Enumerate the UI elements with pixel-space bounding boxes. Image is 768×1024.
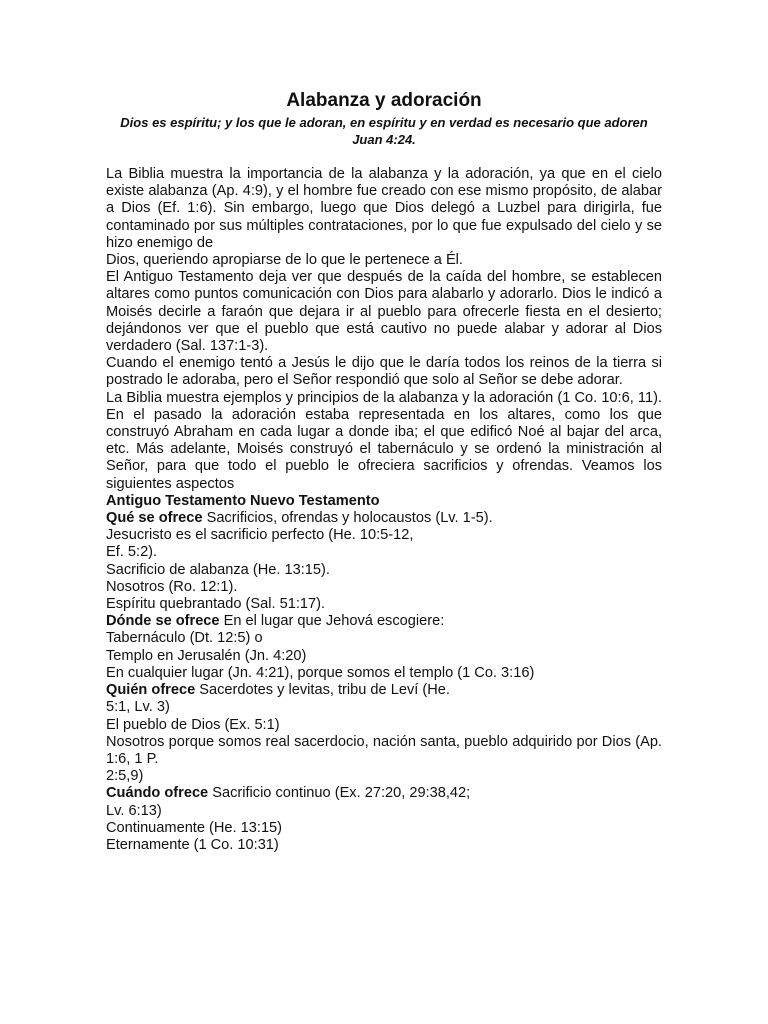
document-subtitle: Dios es espíritu; y los que le adoran, en espíritu y en verdad es necesario que adoren	[120, 115, 648, 130]
bullet-item: Templo en Jerusalén (Jn. 4:20)	[106, 647, 307, 664]
document-title: Alabanza y adoración	[286, 90, 482, 111]
quien-line: 5:1, Lv. 3)	[106, 699, 170, 716]
cuando-line: Lv. 6:13)	[106, 802, 162, 819]
cuando-line: Eternamente (1 Co. 10:31)	[106, 836, 279, 853]
quien-nt: Nosotros porque somos real sacerdocio, nación santa, pueblo adquirido por Dios (Ap. 1:6, 1 P.	[106, 733, 662, 767]
quien-line: El pueblo de Dios (Ex. 5:1)	[106, 716, 280, 733]
cuando-label: Cuándo ofrece	[106, 785, 209, 802]
quien-row	[106, 682, 662, 699]
paragraph-4: La Biblia muestra ejemplos y principios de la alabanza y la adoración (1 Co. 10:6, 11). En el pasado la adoración estaba representada en los altares, como los que construyó Abraham en cada lugar a donde iba; el que edificó Noé al bajar del arca, etc. Más adelante, Moisés construyó el tabernáculo y se ordenó la ministración al Señor, para que todo el pueblo le ofreciera sacrificios y ofrendas. Veamos los siguientes aspectos	[106, 389, 662, 492]
cuando-line: Continuamente (He. 13:15)	[106, 819, 283, 836]
donde-nt: En cualquier lugar (Jn. 4:21), porque somos el templo (1 Co. 3:16)	[106, 664, 535, 681]
paragraph-1b: Dios, queriendo apropiarse de lo que le pertenece a Él.	[106, 252, 463, 269]
scripture-reference: Juan 4:24.	[352, 132, 416, 147]
que-line: Nosotros (Ro. 12:1).	[106, 578, 238, 595]
paragraph-3: Cuando el enemigo tentó a Jesús le dijo que le daría todos los reinos de la tierra si postrado le adoraba, pero el Señor respondió que solo al Señor se debe adorar.	[106, 355, 662, 389]
que-line: Espíritu quebrantado (Sal. 51:17).	[106, 596, 326, 613]
bullet-item: Tabernáculo (Dt. 12:5) o	[106, 630, 263, 647]
paragraph-2: El Antiguo Testamento deja ver que después de la caída del hombre, se establecen altares como puntos comunicación con Dios para alabarlo y adorarlo. Dios le indicó a Moisés decirle a faraón que dejara ir al pueblo para ofrecerle fiesta en el desierto; dejándonos ver que el pueblo que está cautivo no puede alabar y adorar al Dios verdadero (Sal. 137:1-3).	[106, 269, 662, 355]
document-page	[106, 90, 662, 854]
que-text: Sacrificios, ofrendas y holocaustos (Lv. 1-5).	[202, 510, 493, 527]
que-row	[106, 510, 662, 527]
que-label: Qué se ofrece	[106, 510, 203, 527]
donde-label: Dónde se ofrece	[106, 613, 220, 630]
cuando-text: Sacrificio continuo (Ex. 27:20, 29:38,42;	[208, 785, 471, 802]
paragraph-1a: La Biblia muestra la importancia de la alabanza y la adoración, ya que en el cielo existe alabanza (Ap. 4:9), y el hombre fue creado con ese mismo propósito, de alabar a Dios (Ef. 1:6). Sin embargo, luego que Dios delegó a Luzbel para dirigirla, fue contaminado por sus múltiples contrataciones, por lo que fue expulsado del cielo y se hizo enemigo de	[106, 166, 662, 251]
donde-row	[106, 613, 662, 630]
que-line: Ef. 5:2).	[106, 544, 158, 561]
que-line: Jesucristo es el sacrificio perfecto (He. 10:5-12,	[106, 527, 414, 544]
quien-text: Sacerdotes y levitas, tribu de Leví (He.	[195, 682, 450, 699]
donde-text: En el lugar que Jehová escogiere:	[219, 613, 445, 630]
quien-label: Quién ofrece	[106, 682, 196, 699]
table-header: Antiguo Testamento Nuevo Testamento	[106, 492, 380, 509]
cuando-row	[106, 785, 662, 802]
quien-nt-cont: 2:5,9)	[106, 768, 144, 785]
que-line: Sacrificio de alabanza (He. 13:15).	[106, 561, 330, 578]
